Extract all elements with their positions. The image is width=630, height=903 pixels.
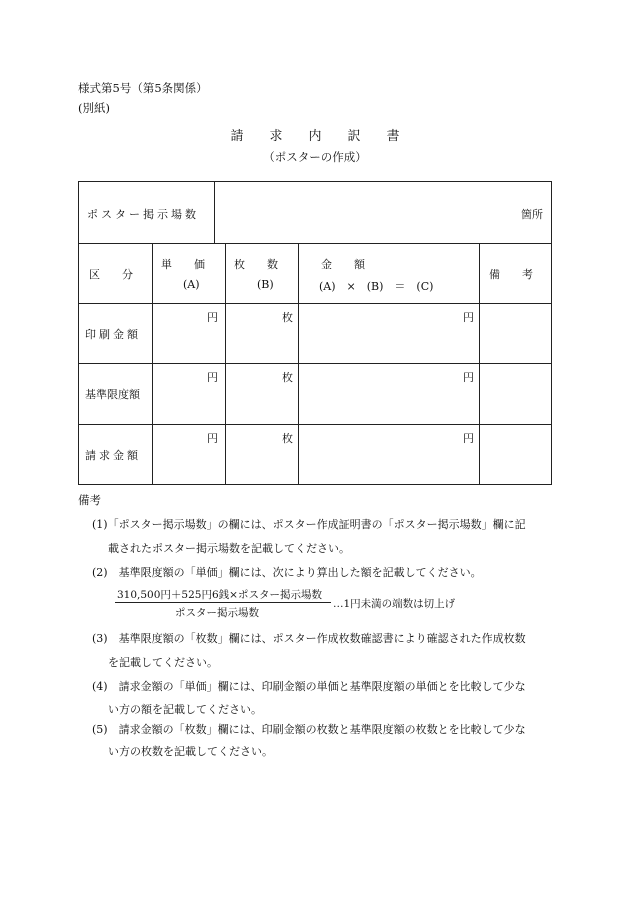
row-unit-yen: 円 [207, 371, 218, 384]
form-number: 様式第5号（第5条関係） [78, 81, 208, 95]
note-5: (5) 請求金額の「枚数」欄には、印刷金額の枚数と基準限度額の枚数とを比較して少な [92, 723, 526, 736]
header-count: 枚 数 [234, 258, 278, 271]
note-3-cont: を記載してください。 [108, 656, 218, 669]
formula-denominator: ポスター掲示場数 [175, 607, 259, 619]
attachment-label: (別紙) [78, 101, 110, 115]
formula-fraction-bar [115, 602, 331, 603]
note-1-cont: 載されたポスター掲示場数を記載してください。 [108, 542, 350, 555]
row-unit-amount-yen: 円 [463, 432, 474, 445]
row-unit-amount-yen: 円 [463, 371, 474, 384]
document-subtitle: （ポスターの作成） [263, 150, 367, 164]
formula-numerator: 310,500円＋525円6銭×ポスター掲示場数 [117, 589, 322, 601]
note-4: (4) 請求金額の「単価」欄には、印刷金額の単価と基準限度額の単価とを比較して少な [92, 680, 526, 693]
header-amount: 金 額 [321, 258, 365, 271]
invoice-breakdown-table [78, 181, 552, 485]
header-remarks: 備 考 [489, 268, 533, 281]
notes-title: 備考 [78, 493, 101, 507]
poster-sites-unit: 箇所 [521, 208, 543, 221]
row-unit-amount-yen: 円 [463, 311, 474, 324]
row-unit-sheets: 枚 [282, 311, 293, 324]
note-4-cont: い方の額を記載してください。 [108, 703, 262, 716]
note-5-cont: い方の枚数を記載してください。 [108, 745, 273, 758]
header-count-sub: (B) [257, 278, 274, 291]
row-label-standard-limit: 基準限度額 [85, 388, 140, 401]
row-unit-sheets: 枚 [282, 432, 293, 445]
row-unit-yen: 円 [207, 311, 218, 324]
poster-sites-label: ポスター掲示場数 [87, 208, 199, 221]
row-unit-sheets: 枚 [282, 371, 293, 384]
header-amount-formula: (A) × (B) ＝ (C) [319, 280, 434, 293]
header-category: 区 分 [89, 268, 133, 281]
header-unit-price-sub: (A) [183, 278, 200, 291]
formula-rounding-note: …1円未満の端数は切上げ [333, 598, 456, 610]
row-unit-yen: 円 [207, 432, 218, 445]
row-label-print-amount: 印刷金額 [85, 328, 141, 341]
note-2: (2) 基準限度額の「単価」欄には、次により算出した額を記載してください。 [92, 566, 482, 579]
document-title: 請 求 内 訳 書 [230, 129, 400, 144]
header-unit-price: 単 価 [161, 258, 205, 271]
note-1: (1)「ポスター掲示場数」の欄には、ポスター作成証明書の「ポスター掲示場数」欄に記 [92, 518, 526, 531]
note-3: (3) 基準限度額の「枚数」欄には、ポスター作成枚数確認書により確認された作成枚数 [92, 632, 526, 645]
row-label-claim-amount: 請求金額 [85, 449, 141, 462]
